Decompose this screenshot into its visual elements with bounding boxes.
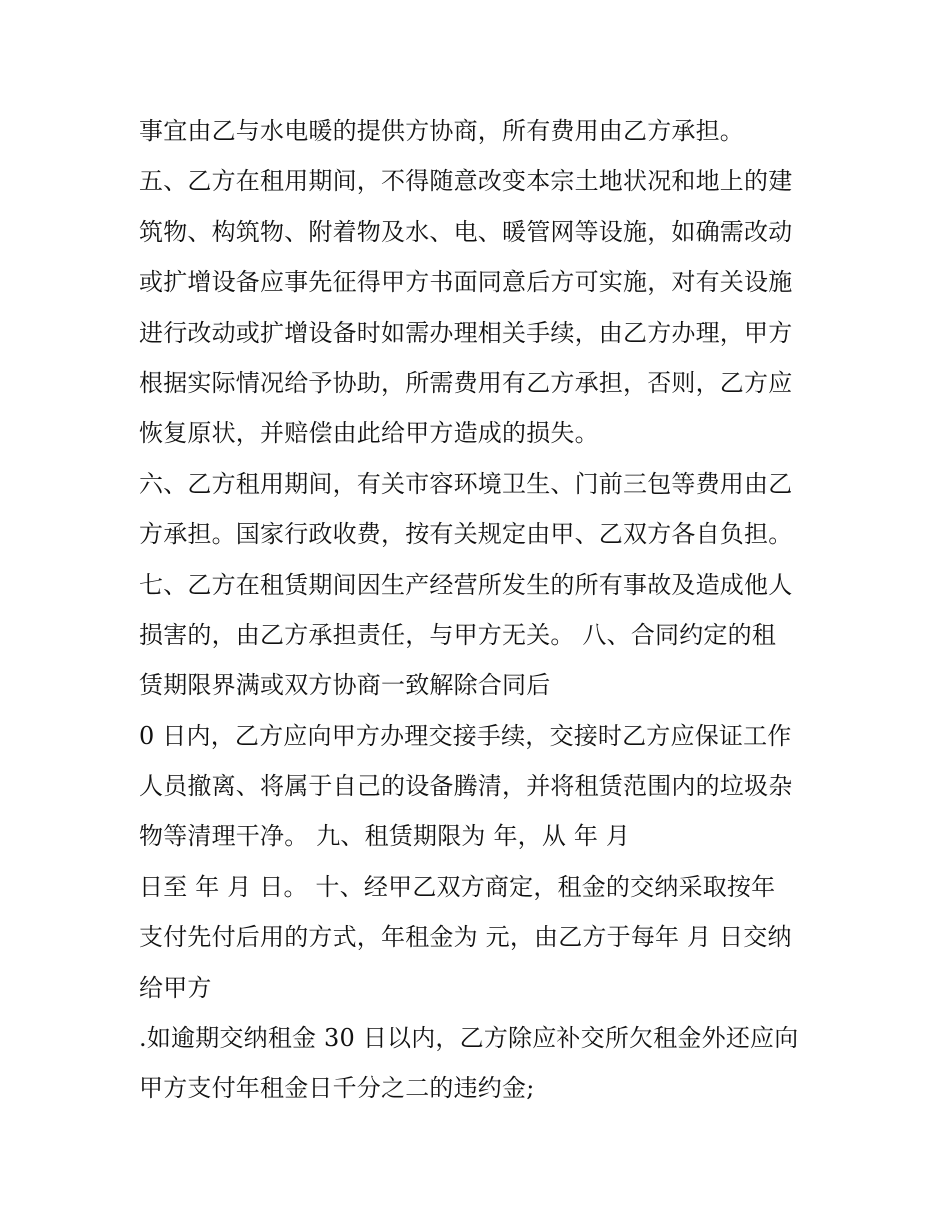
text-line: 日至 年 月 日。 十、经甲乙双方商定，租金的交纳采取按年 [139,872,776,901]
text-line: 六、乙方租用期间，有关市容环境卫生、门前三包等费用由乙 [139,469,793,498]
text-line: 赁期限界满或双方协商一致解除合同后 [139,671,551,700]
text-line: .如逾期交纳租金 30 日以内，乙方除应补交所欠租金外还应向 [139,1024,799,1053]
text-line: 进行改动或扩增设备时如需办理相关手续，由乙方办理，甲方 [139,318,793,347]
text-line: 支付先付后用的方式，年租金为 元，由乙方于每年 月 日交纳 [139,923,792,952]
contract-text-body [139,106,839,1114]
text-line: 物等清理干净。 九、租赁期限为 年，从 年 月 [139,822,631,851]
text-line: 事宜由乙与水电暖的提供方协商，所有费用由乙方承担。 [139,117,744,145]
text-line: 筑物、构筑物、附着物及水、电、暖管网等设施，如确需改动 [139,217,793,246]
text-line: 损害的，由乙方承担责任，与甲方无关。 八、合同约定的租 [139,620,777,649]
text-line: 甲方支付年租金日千分之二的违约金; [139,1074,535,1103]
text-line: 恢复原状，并赔偿由此给甲方造成的损失。 [139,419,599,448]
text-line: 方承担。国家行政收费，按有关规定由甲、乙双方各自负担。 [139,520,793,549]
text-line: 或扩增设备应事先征得甲方书面同意后方可实施，对有关设施 [139,268,793,297]
text-line: 给甲方 [139,973,212,1002]
text-line: 根据实际情况给予协助，所需费用有乙方承担，否则，乙方应 [139,368,793,397]
text-line: 五、乙方在租用期间，不得随意改变本宗土地状况和地上的建 [139,167,793,196]
text-line: 人员撤离、将属于自己的设备腾清，并将租赁范围内的垃圾杂 [139,772,793,801]
text-line: 七、乙方在租赁期间因生产经营所发生的所有事故及造成他人 [139,570,793,599]
text-line: 0 日内，乙方应向甲方办理交接手续，交接时乙方应保证工作 [139,721,792,750]
